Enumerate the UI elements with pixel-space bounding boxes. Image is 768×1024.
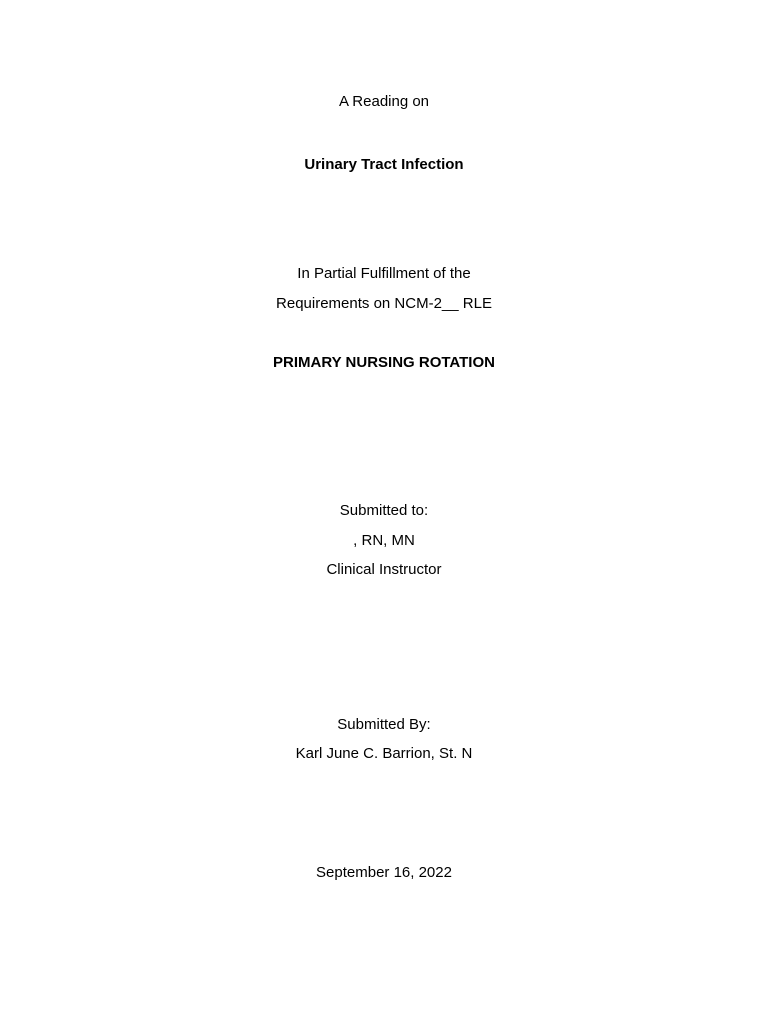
rotation-heading: PRIMARY NURSING ROTATION	[273, 354, 495, 371]
instructor-role: Clinical Instructor	[326, 561, 442, 578]
instructor-name: , RN, MN	[353, 532, 415, 549]
student-name: Karl June C. Barrion, St. N	[295, 745, 473, 762]
submitted-by-label: Submitted By:	[337, 716, 431, 733]
submitted-to-label: Submitted to:	[339, 502, 429, 519]
submission-date: September 16, 2022	[316, 864, 452, 881]
intro-text: A Reading on	[338, 93, 430, 110]
document-title: Urinary Tract Infection	[304, 156, 464, 173]
fulfillment-line-1: In Partial Fulfillment of the	[297, 265, 471, 282]
fulfillment-line-2: Requirements on NCM-2__ RLE	[276, 295, 492, 312]
